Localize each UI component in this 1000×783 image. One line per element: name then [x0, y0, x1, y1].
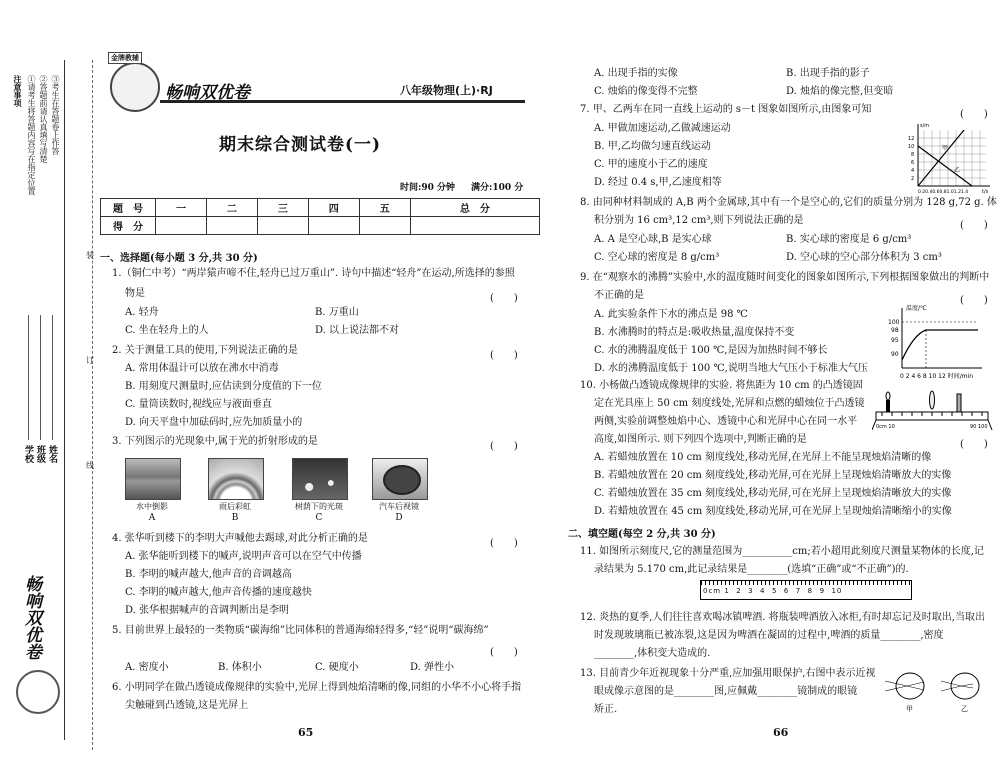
score-cell — [206, 217, 257, 235]
cut-label-3: 线 — [86, 461, 94, 470]
q10-answer-paren[interactable]: ( ) — [960, 439, 988, 450]
q8-stem: 8. 由同种材料制成的 A,B 两个金属球,其中有一个是空心的,它们的质量分别为 128 g,72 g. 体 — [580, 197, 997, 208]
q7-st-graph — [908, 120, 994, 198]
q9-curve — [902, 330, 978, 360]
q9-option-b: B. 水沸腾时的特点是:吸收热量,温度保持不变 — [594, 327, 795, 338]
q2-stem: 2. 关于测量工具的使用,下列说法正确的是 — [112, 345, 298, 356]
score-cell — [410, 217, 539, 235]
q10-stem-3: 两侧,实验前调整烛焰中心、透镜中心和光屏中心在同一水平 — [594, 416, 858, 427]
eye-yi-label: 乙 — [961, 705, 968, 713]
q7-line-jia — [918, 130, 964, 186]
q5-option-a: A. 密度小 — [125, 662, 169, 673]
q7-grid — [918, 130, 986, 186]
section-fill-title: 二、填空题(每空 2 分,共 30 分) — [568, 529, 716, 540]
score-cell — [359, 217, 410, 235]
q10-option-c: C. 若蜡烛放置在 35 cm 刻度线处,移动光屏,可在光屏上呈现烛焰清晰放大的实像 — [594, 488, 952, 499]
q3-label-a: A — [148, 513, 156, 523]
q10-option-b: B. 若蜡烛放置在 20 cm 刻度线处,移动光屏,可在光屏上呈现烛焰清晰放大的实像 — [594, 470, 952, 481]
q7-ytick-4: 4 — [911, 168, 915, 174]
q7-ylabel: s/m — [920, 123, 930, 129]
q6-option-b: B. 出现手指的影子 — [786, 68, 870, 79]
class-line — [40, 315, 41, 440]
score-col-4: 四 — [308, 199, 359, 217]
q2-option-c: C. 量筒读数时,视线应与液面垂直 — [125, 399, 272, 410]
photo-car-mirror — [372, 458, 428, 500]
q2-option-d: D. 向天平盘中加砝码时,应先加质量小的 — [125, 417, 303, 428]
score-col-2: 二 — [206, 199, 257, 217]
q9-ytick-95: 95 — [891, 337, 899, 344]
q7-xlabel: t/s — [982, 189, 989, 195]
flame-icon — [886, 392, 890, 400]
cut-label-1: 装 — [86, 251, 94, 260]
q9-ytick-98: 98 — [891, 327, 899, 334]
q4-option-c: C. 李明的喊声越大,他声音传播的速度越快 — [125, 587, 312, 598]
score-cell — [257, 217, 308, 235]
score-col-total: 总 分 — [410, 199, 539, 217]
q8-answer-paren[interactable]: ( ) — [960, 220, 988, 231]
q3-caption-d: 汽车后视镜 — [379, 502, 419, 511]
sidebar-brand: 畅响双优卷 — [21, 575, 41, 660]
q1-answer-paren[interactable]: ( ) — [490, 293, 518, 304]
time-label: 时间:90 分钟 — [400, 183, 455, 193]
q11-line-2: 录结果为 5.170 cm,此记录结果是________(选填“正确”或“不正确”)的. — [594, 564, 909, 575]
q1-stem: 1.（铜仁中考）“两岸猿声啼不住,轻舟已过万重山”. 诗句中描述“轻舟”在运动,所选择的参照 — [112, 268, 515, 279]
field-class: 班级 — [35, 445, 45, 463]
q3-label-b: B — [231, 513, 239, 523]
score-label: 满分:100 分 — [471, 183, 524, 193]
mirror-shape-icon — [383, 465, 421, 495]
q6-stem-2: 尖触碰到凸透镜,这是光屏上 — [125, 700, 249, 711]
q13-line-1: 13. 目前青少年近视现象十分严重,应加强用眼保护,右图中表示近视 — [580, 668, 876, 679]
q8-stem-2: 积分别为 16 cm³,12 cm³,则下列说法正确的是 — [594, 215, 804, 226]
q7-option-d: D. 经过 0.4 s,甲,乙速度相等 — [594, 177, 722, 188]
score-col-3: 三 — [257, 199, 308, 217]
q7-answer-paren[interactable]: ( ) — [960, 109, 988, 120]
q10-stem-2: 定在光具座上 50 cm 刻度线处,光屏和点燃的蜡烛位于凸透镜 — [594, 398, 865, 409]
q7-ytick-10: 10 — [908, 144, 915, 150]
q6-option-d: D. 烛焰的像完整,但变暗 — [786, 86, 894, 97]
bench-leg-right — [988, 420, 992, 430]
candle-icon — [886, 400, 890, 412]
q3-caption-a: 水中倒影 — [136, 502, 168, 511]
q7-ytick-6: 6 — [911, 160, 915, 166]
q9-xticks: 0 2 4 6 8 10 12 时间/min — [900, 373, 974, 380]
eye-jia-icon — [896, 673, 924, 699]
score-cell — [308, 217, 359, 235]
q5-option-d: D. 弹性小 — [410, 662, 455, 673]
q8-option-c: C. 空心球的密度是 8 g/cm³ — [594, 252, 720, 263]
q1-option-d: D. 以上说法都不对 — [315, 325, 400, 336]
q8-option-b: B. 实心球的密度是 6 g/cm³ — [786, 234, 912, 245]
q9-stem: 9. 在“观察水的沸腾”实验中,水的温度随时间变化的图象如图所示,下列根据图象做出的判断中 — [580, 272, 990, 283]
q9-option-a: A. 此实验条件下水的沸点是 98 ℃ — [594, 309, 748, 320]
q3-caption-b: 雨后彩虹 — [219, 502, 251, 511]
q7-ytick-2: 2 — [911, 176, 915, 182]
q3-caption-c: 树荫下的光斑 — [295, 502, 343, 511]
q4-option-a: A. 张华能听到楼下的喊声,说明声音可以在空气中传播 — [125, 551, 362, 562]
q11-line-1: 11. 如图所示刻度尺,它的测量范围为__________cm;若小超用此刻度尺测量某物体的长度,记 — [580, 546, 984, 557]
brand-badge: 金牌教辅 — [108, 52, 142, 64]
bench-right-scale: 90 100 — [970, 424, 988, 430]
q9-answer-paren[interactable]: ( ) — [960, 295, 988, 306]
q8-option-d: D. 空心球的空心部分体积为 3 cm³ — [786, 252, 942, 263]
q6-option-a: A. 出现手指的实像 — [594, 68, 678, 79]
header-brand: 畅响双优卷 — [165, 83, 250, 103]
q13-line-3: 矫正. — [594, 704, 618, 715]
q9-option-c: C. 水的沸腾温度低于 100 ℃,是因为加热时间不够长 — [594, 345, 828, 356]
q1-option-c: C. 坐在轻舟上的人 — [125, 325, 209, 336]
q9-option-d: D. 水的沸腾温度低于 100 ℃,说明当地大气压小于标准大气压 — [594, 363, 868, 374]
score-row-label: 得 分 — [101, 217, 156, 235]
sidebar-border — [64, 60, 65, 740]
q10-stem-4: 高度,如图所示. 则下列四个选项中,判断正确的是 — [594, 434, 807, 445]
q3-stem: 3. 下列图示的光现象中,属于光的折射形成的是 — [112, 436, 318, 447]
q9-temperature-graph — [878, 302, 994, 384]
q1-option-b: B. 万重山 — [315, 307, 359, 318]
q1-option-a: A. 轻舟 — [125, 307, 159, 318]
note-2: ②答题前请认真填写清楚 — [39, 75, 48, 163]
note-3: ③考生在答题卷上作答 — [51, 75, 60, 155]
notes-title: 注意事项 — [13, 75, 23, 107]
subject-label: 八年级物理(上)·RJ — [400, 84, 493, 97]
convex-lens-icon — [930, 391, 935, 409]
page-number-right: 66 — [773, 726, 789, 739]
eye-jia-label: 甲 — [906, 705, 913, 713]
bench-left-scale: 0cm 10 — [876, 424, 895, 430]
photo-water-reflection — [125, 458, 181, 500]
name-line — [52, 315, 53, 440]
q9-stem-2: 不正确的是 — [594, 290, 644, 301]
q6-option-c: C. 烛焰的像变得不完整 — [594, 86, 698, 97]
q9-ytick-100: 100 — [888, 319, 900, 326]
q7-label-jia: 甲 — [942, 145, 949, 152]
cut-label-2: 订 — [86, 356, 94, 365]
q10-option-a: A. 若蜡烛放置在 10 cm 刻度线处,移动光屏,在光屏上不能呈现烛焰清晰的像 — [594, 452, 932, 463]
q3-label-d: D — [395, 513, 403, 523]
mascot-icon — [110, 53, 160, 112]
q10-optical-bench — [872, 384, 994, 434]
mascot-logo-icon — [16, 670, 60, 714]
photo-rainbow — [208, 458, 264, 500]
photo-tree-shadow-spots — [292, 458, 348, 500]
q4-option-d: D. 张华根据喊声的音调判断出是李明 — [125, 605, 290, 616]
q5-answer-paren[interactable]: ( ) — [490, 647, 518, 658]
exam-title: 期末综合测试卷(一) — [218, 135, 382, 155]
q7-xticks: 0.20.40.60.81.01.21.4 — [918, 190, 969, 195]
q9-ytick-90: 90 — [891, 351, 899, 358]
header-rule — [160, 100, 525, 103]
q4-option-b: B. 李明的喊声越大,他声音的音调越高 — [125, 569, 292, 580]
q2-option-a: A. 常用体温计可以放在沸水中消毒 — [125, 363, 279, 374]
q7-label-yi: 乙 — [954, 167, 961, 174]
score-cell — [156, 217, 207, 235]
q13-eye-diagrams — [885, 668, 995, 716]
q7-ytick-12: 12 — [908, 136, 915, 142]
q7-option-a: A. 甲做加速运动,乙做减速运动 — [594, 123, 731, 134]
q4-answer-paren[interactable]: ( ) — [490, 538, 518, 549]
school-line — [28, 315, 29, 440]
q8-option-a: A. A 是空心球,B 是实心球 — [594, 234, 712, 245]
q5-option-c: C. 硬度小 — [315, 662, 359, 673]
q7-option-c: C. 甲的速度小于乙的速度 — [594, 159, 708, 170]
score-table — [100, 198, 540, 235]
q4-stem: 4. 张华听到楼下的李明大声喊他去踢球,对此分析正确的是 — [112, 533, 368, 544]
ruler-scale: 0cm 1 2 3 4 5 6 7 8 9 10 — [703, 587, 843, 595]
eye-yi-icon — [951, 673, 979, 699]
q5-stem: 5. 目前世界上最轻的一类物质“碳海绵”比同体积的普通海绵轻得多,“轻”说明“碳海绵” — [112, 625, 489, 636]
q9-ylabel: 温度/℃ — [906, 305, 927, 312]
score-col-1: 一 — [156, 199, 207, 217]
field-name: 姓名 — [47, 445, 57, 463]
q10-option-d: D. 若蜡烛放置在 45 cm 刻度线处,移动光屏,可在光屏上呈现烛焰清晰缩小的实像 — [594, 506, 952, 517]
binding-sidebar — [8, 55, 80, 755]
q3-answer-paren[interactable]: ( ) — [490, 441, 518, 452]
page-number-left: 65 — [298, 726, 314, 739]
q12-line-1: 12. 炎热的夏季,人们往往喜欢喝冰镇啤酒. 将瓶装啤酒放入冰柜,有时却忘记及时取出,当取出 — [580, 612, 985, 623]
q5-option-b: B. 体积小 — [218, 662, 262, 673]
q1-stem-2: 物是 — [125, 288, 145, 299]
q2-answer-paren[interactable]: ( ) — [490, 350, 518, 361]
score-header-label: 题 号 — [101, 199, 156, 217]
field-school: 学校 — [23, 445, 33, 463]
q11-ruler — [700, 580, 912, 600]
q7-option-b: B. 甲,乙均做匀速直线运动 — [594, 141, 711, 152]
q2-option-b: B. 用刻度尺测量时,应估读到分度值的下一位 — [125, 381, 322, 392]
note-1: ①请考生将答题内容写在指定位置 — [27, 75, 36, 195]
cut-line — [92, 60, 93, 750]
q7-ytick-8: 8 — [911, 152, 915, 158]
q3-label-c: C — [315, 513, 323, 523]
q6-stem: 6. 小明同学在做凸透镜成像规律的实验中,光屏上得到烛焰清晰的像,同组的小华不小心将手指 — [112, 682, 522, 693]
q10-stem: 10. 小杨做凸透镜成像规律的实验. 将焦距为 10 cm 的凸透镜固 — [580, 380, 863, 391]
screen-icon — [957, 394, 961, 412]
section-choice-title: 一、选择题(每小题 3 分,共 30 分) — [100, 253, 258, 264]
q13-line-2: 眼成像示意图的是________图,应佩戴________镜制成的眼镜 — [594, 686, 858, 697]
q12-line-2: 时发现玻璃瓶已被冻裂,这是因为啤酒在凝固的过程中,啤酒的质量________,密度 — [594, 630, 944, 641]
q7-stem: 7. 甲、乙两车在同一直线上运动的 s－t 图象如图所示,由图象可知 — [580, 104, 872, 115]
q12-line-3: ________,体积变大造成的. — [594, 648, 711, 659]
score-col-5: 五 — [359, 199, 410, 217]
